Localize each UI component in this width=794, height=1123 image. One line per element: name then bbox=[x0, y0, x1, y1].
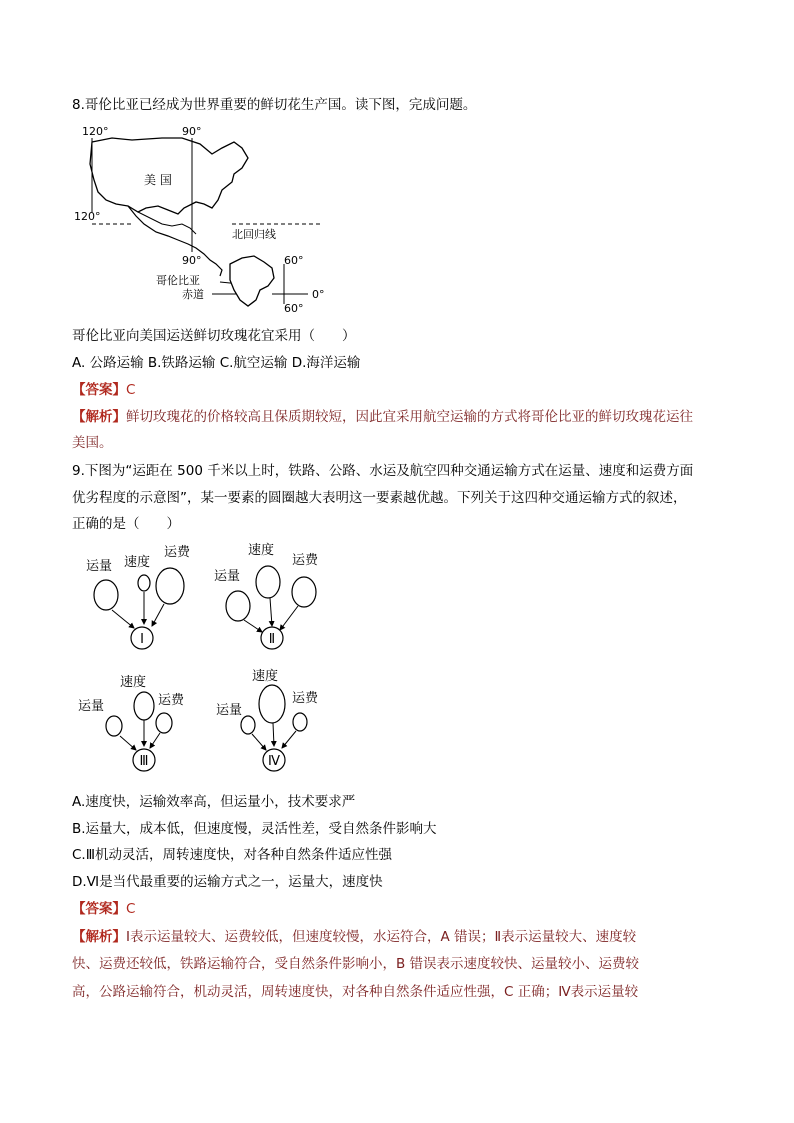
q8-analysis-text: 鲜切玫瑰花的价格较高且保质期较短，因此宜采用航空运输的方式将哥伦比亚的鲜切玫瑰花运往 bbox=[126, 409, 693, 425]
map-label-tropic: 北回归线 bbox=[232, 228, 276, 241]
svg-text:运量: 运量 bbox=[78, 699, 105, 714]
svg-text:Ⅰ: Ⅰ bbox=[140, 632, 144, 647]
q9-analysis-line1 bbox=[72, 928, 636, 946]
svg-text:运量: 运量 bbox=[216, 703, 243, 718]
map-label-colombia: 哥伦比亚 bbox=[156, 274, 200, 287]
q9-stem-line1: 9.下图为“运距在 500 千米以上时，铁路、公路、水运及航空四种交通运输方式在运量、速度和运费方面 bbox=[72, 463, 694, 479]
q9-option-a: A.速度快，运输效率高，但运量小，技术要求严 bbox=[72, 794, 356, 810]
q9-answer-tag: 【答案】 bbox=[72, 901, 126, 917]
q9-option-b: B.运量大，成本低，但速度慢，灵活性差，受自然条件影响大 bbox=[72, 821, 437, 837]
svg-text:速度: 速度 bbox=[120, 675, 147, 690]
svg-text:运量: 运量 bbox=[86, 559, 113, 574]
q8-stem: 8.哥伦比亚已经成为世界重要的鲜切花生产国。读下图，完成问题。 bbox=[72, 97, 477, 113]
q9-analysis-tag: 【解析】 bbox=[72, 929, 126, 945]
diagram-group-2 bbox=[214, 542, 319, 649]
q9-answer bbox=[72, 900, 135, 918]
svg-text:运量: 运量 bbox=[214, 569, 241, 584]
diagram-group-1 bbox=[86, 544, 191, 649]
svg-text:运费: 运费 bbox=[158, 693, 185, 708]
svg-text:Ⅳ: Ⅳ bbox=[268, 754, 280, 769]
q9-stem-line2: 优劣程度的示意图”，某一要素的圆圈越大表明这一要素越优越。下列关于这四种交通运输方式的叙述， bbox=[72, 490, 687, 506]
q8-map bbox=[72, 124, 332, 316]
q8-analysis-tag: 【解析】 bbox=[72, 409, 126, 425]
map-label-120-left: 120° bbox=[74, 210, 101, 223]
q9-analysis-line2: 快、运费还较低，铁路运输符合，受自然条件影响小，B 错误表示速度较快、运量较小、运费较 bbox=[72, 956, 640, 972]
q8-question: 哥伦比亚向美国运送鲜切玫瑰花宜采用（ ） bbox=[72, 328, 356, 344]
q9-stem-line3: 正确的是（ ） bbox=[72, 516, 180, 532]
colombia-outline bbox=[230, 256, 274, 306]
circle-2-sudu bbox=[256, 566, 280, 598]
map-label-zero: 0° bbox=[312, 288, 325, 301]
q9-answer-value: C bbox=[126, 901, 136, 917]
circle-1-sudu bbox=[138, 575, 150, 591]
circle-3-sudu bbox=[134, 692, 154, 720]
q9-diagram bbox=[72, 540, 342, 785]
circle-3-yunliang bbox=[106, 716, 122, 736]
q9-option-d: D.Ⅵ是当代最重要的运输方式之一，运量大，速度快 bbox=[72, 874, 383, 890]
q9-option-c: C.Ⅲ机动灵活，周转速度快，对各种自然条件适应性强 bbox=[72, 847, 393, 863]
map-label-60-bottom: 60° bbox=[284, 302, 304, 315]
q8-answer-tag: 【答案】 bbox=[72, 382, 126, 398]
mexico-outline bbox=[128, 206, 222, 276]
map-label-90-bottom: 90° bbox=[182, 254, 202, 267]
circle-4-sudu bbox=[259, 685, 285, 723]
svg-text:速度: 速度 bbox=[248, 543, 275, 558]
svg-text:速度: 速度 bbox=[124, 555, 151, 570]
circle-2-yunliang bbox=[226, 591, 250, 621]
circle-4-yunfei bbox=[293, 713, 307, 731]
q9-analysis-line3: 高，公路运输符合，机动灵活，周转速度快，对各种自然条件适应性强，C 正确；Ⅳ表示运量较 bbox=[72, 984, 639, 1000]
svg-text:运费: 运费 bbox=[164, 545, 191, 560]
q8-analysis-line2: 美国。 bbox=[72, 435, 113, 451]
q8-analysis-line1 bbox=[72, 408, 693, 426]
svg-text:速度: 速度 bbox=[252, 669, 279, 684]
q9-analysis-text: Ⅰ表示运量较大、运费较低，但速度较慢，水运符合，A 错误；Ⅱ表示运量较大、速度较 bbox=[126, 929, 637, 945]
map-label-60-top: 60° bbox=[284, 254, 304, 267]
map-label-120-top: 120° bbox=[82, 125, 109, 138]
q8-options: A. 公路运输 B.铁路运输 C.航空运输 D.海洋运输 bbox=[72, 355, 361, 371]
diagram-group-3 bbox=[78, 674, 185, 771]
circle-1-yunliang bbox=[94, 580, 118, 610]
circle-3-yunfei bbox=[156, 713, 172, 733]
circle-1-yunfei bbox=[156, 568, 184, 604]
diagram-group-4 bbox=[216, 668, 319, 771]
circle-2-yunfei bbox=[292, 577, 316, 607]
map-label-90-top: 90° bbox=[182, 125, 202, 138]
q8-answer bbox=[72, 381, 135, 399]
map-label-equator: 赤道 bbox=[182, 288, 204, 301]
map-label-usa: 美 国 bbox=[144, 173, 172, 187]
svg-text:Ⅲ: Ⅲ bbox=[139, 754, 149, 769]
circle-4-yunliang bbox=[241, 716, 255, 734]
svg-text:Ⅱ: Ⅱ bbox=[268, 632, 276, 647]
svg-text:运费: 运费 bbox=[292, 553, 319, 568]
svg-text:运费: 运费 bbox=[292, 691, 319, 706]
q8-answer-value: C bbox=[126, 382, 136, 398]
